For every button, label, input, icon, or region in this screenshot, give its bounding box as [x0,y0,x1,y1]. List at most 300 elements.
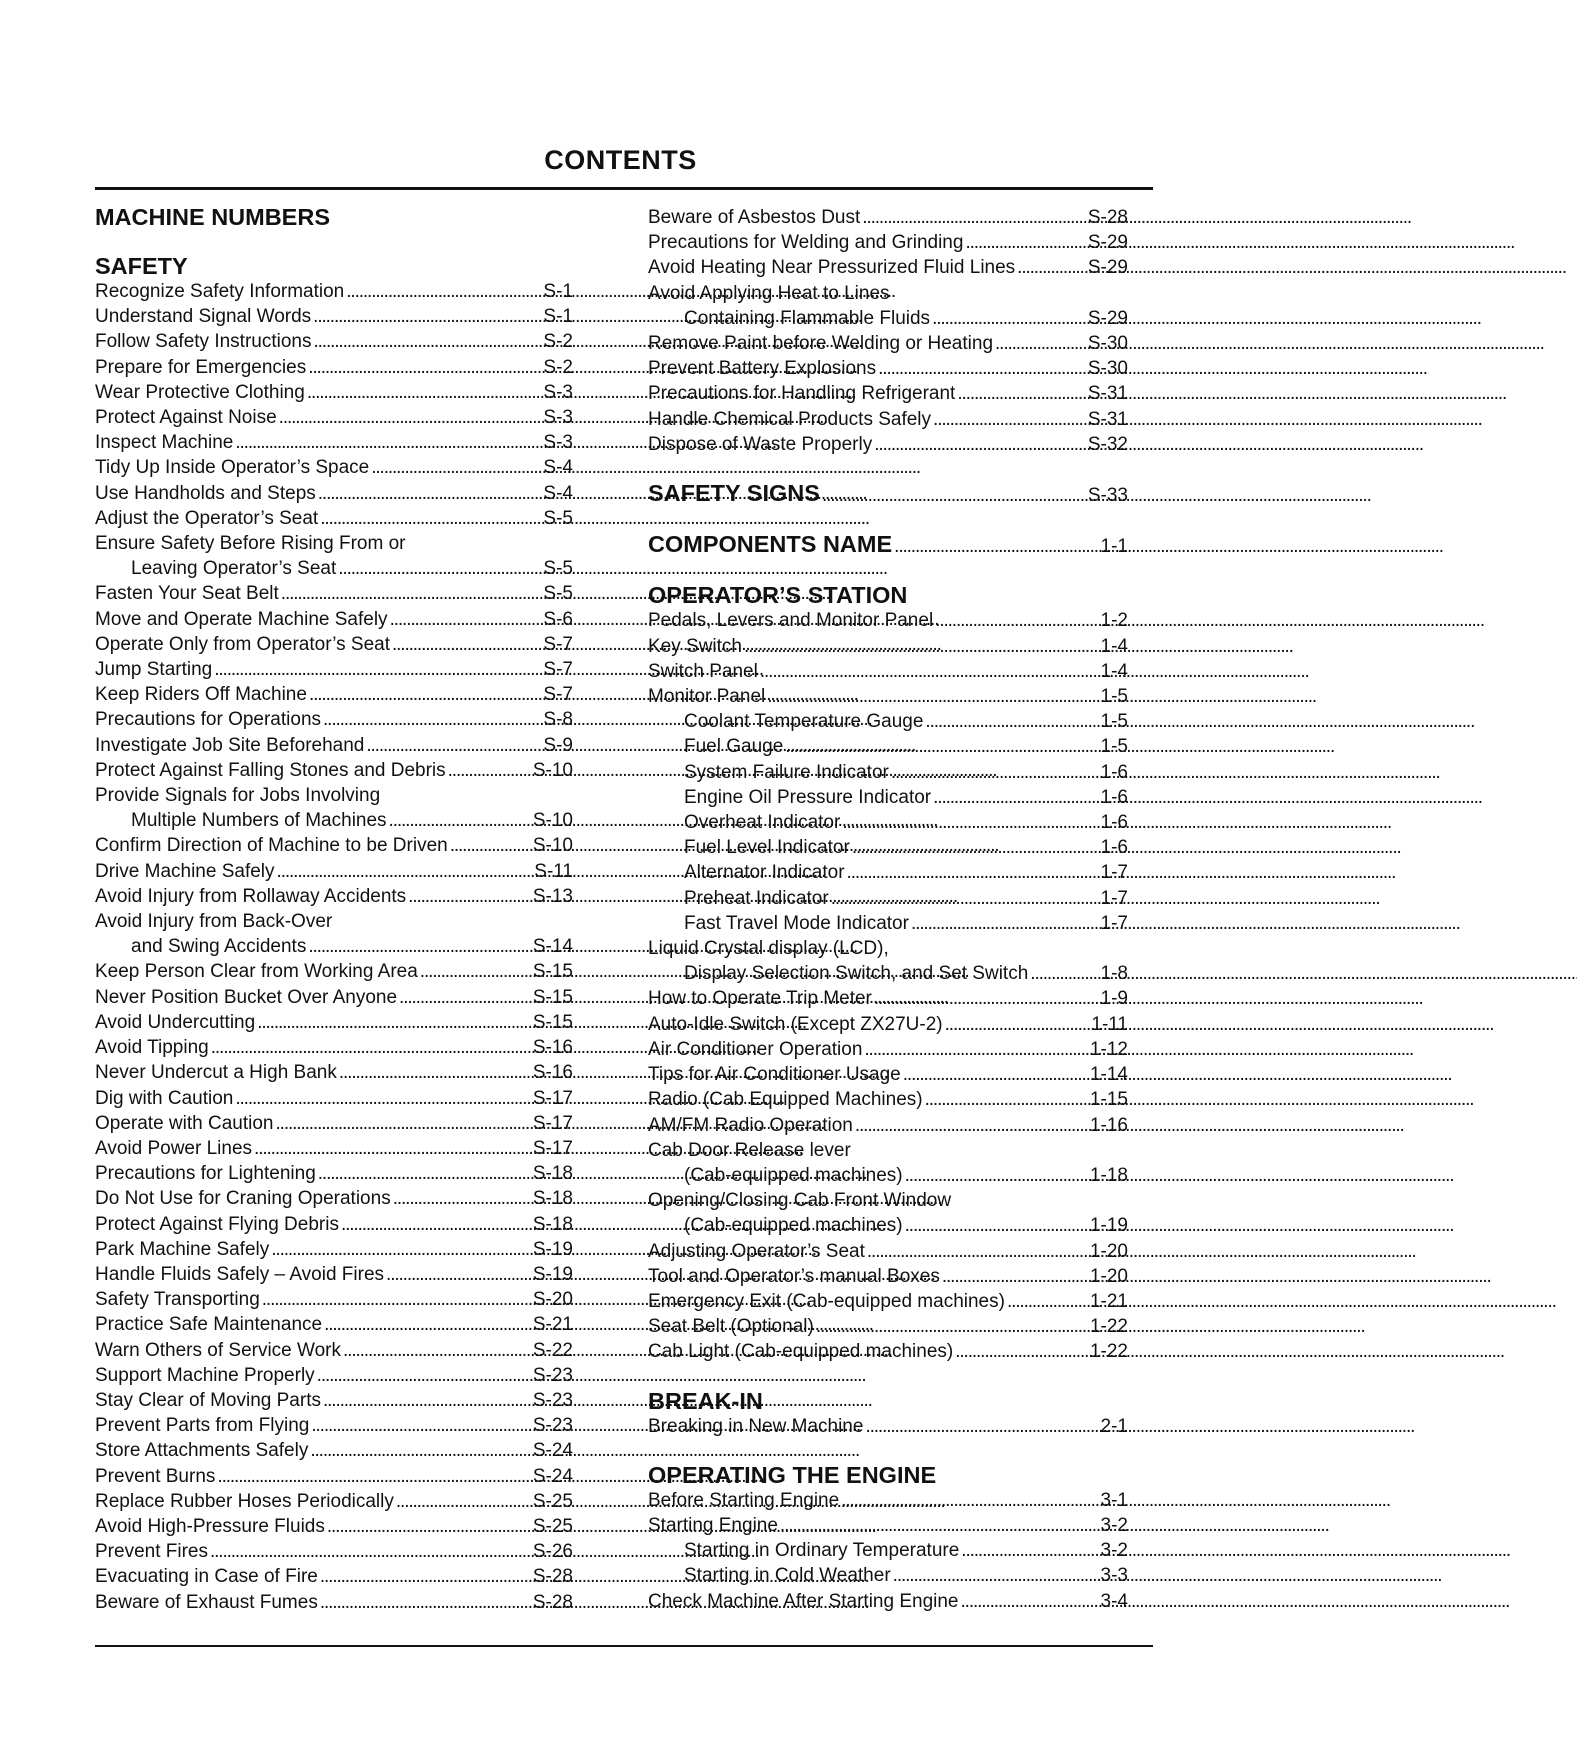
dot-leader [343,1338,531,1363]
entry-title: COMPONENTS NAME [648,531,893,558]
toc-entry[interactable] [95,1413,573,1438]
toc-entry[interactable] [648,230,1128,255]
entry-title: Avoid Power Lines [95,1137,253,1159]
entry-title: Prevent Parts from Flying [95,1415,310,1437]
entry-page: S-3 [543,407,573,429]
dot-leader [1007,1289,1088,1314]
entry-title: Dig with Caution [95,1087,234,1109]
entry-page: S-13 [532,885,573,907]
entry-page: S-3 [543,432,573,454]
dot-leader [366,733,541,758]
dot-leader [874,432,1086,457]
entry-title: Avoid Injury from Back-Over [95,911,333,933]
toc-entry[interactable] [95,1539,573,1564]
toc-entry[interactable] [648,432,1128,457]
entry-title: Precautions for Operations [95,709,322,731]
toc-entry[interactable] [648,1037,1128,1062]
entry-title: Liquid Crystal display (LCD), [648,938,889,960]
entry-page: 1-22 [1089,1316,1128,1338]
entry-title: Jump Starting [95,659,213,681]
dot-leader [450,833,531,858]
toc-entry[interactable] [95,279,573,304]
entry-page: 3-2 [1100,1514,1128,1536]
entry-page: S-28 [532,1566,573,1588]
dot-leader [847,860,1099,885]
dot-leader [320,506,541,531]
dot-leader [341,1212,531,1237]
entry-page: 1-9 [1100,988,1128,1010]
toc-entry[interactable] [95,1237,573,1262]
entry-page: S-3 [543,381,573,403]
toc-entry[interactable] [648,306,1128,331]
dot-leader [276,1111,531,1136]
toc-entry[interactable] [95,1489,573,1514]
toc-entry[interactable] [95,1438,573,1463]
entry-page: 1-19 [1089,1215,1128,1237]
entry-title: Protect Against Noise [95,407,277,429]
entry-title: AM/FM Radio Operation [648,1114,853,1136]
toc-entry[interactable] [648,709,1128,734]
entry-title: Before Starting Engine [648,1489,840,1511]
dot-leader [862,205,1086,230]
entry-title: Tips for Air Conditioner Usage [648,1064,901,1086]
toc-entry[interactable] [95,1363,573,1388]
entry-title: Store Attachments Safely [95,1440,309,1462]
entry-title: Emergency Exit (Cab-equipped machines) [648,1290,1005,1312]
section-break-in: BREAK-IN [648,1387,763,1414]
entry-page: S-23 [532,1389,573,1411]
toc-entry[interactable] [648,1289,1128,1314]
dot-leader [855,1113,1088,1138]
dot-leader [767,684,1098,709]
toc-entry[interactable] [648,734,1128,759]
entry-title: Avoid Tipping [95,1037,209,1059]
entry-page: S-1 [543,281,573,302]
entry-title: Operate with Caution [95,1112,274,1134]
toc-entry[interactable] [95,985,573,1010]
toc-entry[interactable] [648,1589,1128,1614]
dot-leader [935,608,1098,633]
toc-entry[interactable] [95,581,573,606]
entry-page: S-25 [532,1515,573,1537]
toc-entry[interactable] [95,1514,573,1539]
toc-entry[interactable] [648,1012,1128,1037]
entry-page: S-20 [532,1289,573,1311]
toc-entry [648,281,1128,306]
entry-page: S-4 [543,457,573,479]
entry-page: S-24 [532,1440,573,1462]
entry-title: Stay Clear of Moving Parts [95,1389,321,1411]
toc-entry[interactable] [648,1513,1128,1538]
toc-entry[interactable] [95,1590,573,1615]
entry-page: S-2 [543,356,573,378]
toc-entry[interactable] [95,329,573,354]
toc-entry[interactable] [95,556,573,581]
entry-page: S-33 [1087,485,1128,507]
entry-page: 1-6 [1100,786,1128,808]
entry-title: Investigate Job Site Beforehand [95,734,365,756]
toc-entry[interactable] [95,1287,573,1312]
dot-leader [852,835,1099,860]
toc-entry[interactable] [95,833,573,858]
entry-title: Dispose of Waste Properly [648,433,873,455]
dot-leader [262,1287,531,1312]
entry-page: 1-5 [1100,686,1128,708]
entry-page: S-21 [532,1314,573,1336]
entry-page: 1-15 [1089,1089,1128,1111]
toc-entry[interactable] [95,380,573,405]
toc-entry[interactable] [95,1564,573,1589]
dot-leader [903,1062,1088,1087]
entry-title: Avoid Applying Heat to Lines [648,282,890,304]
toc-entry[interactable] [648,835,1128,860]
toc-entry[interactable] [95,808,573,833]
toc-entry[interactable] [95,758,573,783]
entry-page: S-1 [543,306,573,328]
entry-page: S-15 [532,961,573,983]
section-operators-station: OPERATOR’S STATION [648,582,908,609]
entry-title: Protect Against Falling Stones and Debris [95,759,446,781]
toc-entry[interactable] [95,959,573,984]
dot-leader [925,1087,1088,1112]
dot-leader [318,481,542,506]
entry-title: Prevent Burns [95,1465,216,1487]
entry-title: Keep Riders Off Machine [95,684,307,706]
entry-title: Multiple Numbers of Machines [131,810,387,832]
entry-title: Understand Signal Words [95,306,312,328]
entry-page: S-17 [532,1087,573,1109]
entry-title: Never Position Bucket Over Anyone [95,986,398,1008]
entry-page: 1-5 [1100,711,1128,733]
entry-title: SAFETY SIGNS [648,480,820,507]
entry-page: S-7 [543,633,573,655]
entry-title: Do Not Use for Craning Operations [95,1188,391,1210]
dot-leader [271,1237,531,1262]
entry-page: 1-11 [1091,1013,1128,1035]
dot-leader [323,1388,531,1413]
break-in-list [648,1414,1128,1439]
toc-entry[interactable] [95,1111,573,1136]
toc-entry[interactable] [648,860,1128,885]
toc-entry[interactable] [95,884,573,909]
entry-title: Prevent Fires [95,1541,208,1563]
entry-title: Keep Person Clear from Working Area [95,961,418,983]
toc-entry[interactable] [648,760,1128,785]
entry-title: (Cab-equipped machines) [684,1164,903,1186]
dot-leader [392,632,541,657]
toc-entry[interactable] [95,1312,573,1337]
entry-page: 1-7 [1100,912,1128,934]
entry-page: 3-4 [1100,1590,1128,1612]
toc-entry[interactable] [95,430,573,455]
dot-leader [308,934,531,959]
entry-title: Prevent Battery Explosions [648,358,877,380]
entry-title: Park Machine Safely [95,1238,270,1260]
dot-leader [942,1264,1088,1289]
toc-entry[interactable] [648,911,1128,936]
entry-title: Radio (Cab Equipped Machines) [648,1089,923,1111]
toc-entry[interactable] [648,1113,1128,1138]
dot-leader [955,1339,1088,1364]
entry-page: S-28 [1087,207,1128,228]
entry-page: 1-8 [1100,963,1128,985]
entry-page: 1-2 [1100,610,1128,632]
right-column [648,205,1128,1614]
toc-entry[interactable] [648,1087,1128,1112]
toc-entry[interactable] [648,255,1128,280]
entry-title: Opening/Closing Cab Front Window [648,1190,952,1212]
toc-entry[interactable] [648,1314,1128,1339]
entry-title: Use Handholds and Steps [95,482,316,504]
toc-entry [95,909,573,934]
dot-leader [277,859,533,884]
entry-title: Seat Belt (Optional) [648,1316,814,1338]
toc-entry[interactable] [95,1086,573,1111]
toc-entry [648,1188,1128,1213]
entry-title: Containing Flammable Fluids [684,307,931,329]
entry-page: 1-21 [1089,1290,1128,1312]
toc-entry[interactable] [648,608,1128,633]
dot-leader [214,657,541,682]
toc-entry[interactable] [648,381,1128,406]
dot-leader [396,1489,531,1514]
entry-title: and Swing Accidents [131,936,307,958]
entry-page: S-18 [532,1213,573,1235]
toc-entry[interactable] [648,1264,1128,1289]
toc-entry[interactable] [95,1161,573,1186]
entry-page: S-11 [534,860,573,882]
dot-leader [831,886,1099,911]
entry-title: Avoid Heating Near Pressurized Fluid Lines [648,257,1016,279]
toc-entry[interactable] [648,331,1128,356]
toc-entry-components-name[interactable] [648,532,1128,559]
entry-title: Tool and Operator’s manual Boxes [648,1265,940,1287]
entry-title: Starting in Ordinary Temperature [684,1540,960,1562]
entry-title: Breaking in New Machine [648,1415,864,1437]
entry-page: S-28 [532,1591,573,1613]
toc-entry[interactable] [648,1538,1128,1563]
entry-title: Never Undercut a High Bank [95,1062,337,1084]
toc-entry[interactable] [648,634,1128,659]
section-machine-numbers: MACHINE NUMBERS [95,204,330,230]
entry-title: Protect Against Flying Debris [95,1213,339,1235]
entry-page: S-7 [543,684,573,706]
toc-entry[interactable] [648,1163,1128,1188]
toc-entry[interactable] [95,1212,573,1237]
dot-leader [309,682,541,707]
dot-leader [957,381,1086,406]
dot-leader [320,1564,531,1589]
toc-entry[interactable] [648,684,1128,709]
entry-title: Handle Chemical Products Safely [648,408,932,430]
dot-leader [393,1186,531,1211]
entry-page: S-16 [532,1062,573,1084]
entry-page: 3-1 [1100,1489,1128,1511]
dot-leader [281,581,542,606]
entry-title: Alternator Indicator [684,862,845,884]
dot-leader [785,734,1098,759]
entry-page: S-30 [1087,333,1128,355]
entry-title: Avoid High-Pressure Fluids [95,1515,325,1537]
dot-leader [878,356,1086,381]
entry-page: S-15 [532,1011,573,1033]
toc-entry[interactable] [95,1338,573,1363]
entry-title: Switch Panel [648,660,758,682]
entry-title: Recognize Safety Information [95,281,345,302]
entry-title: Drive Machine Safely [95,860,275,882]
toc-entry[interactable] [95,455,573,480]
entry-title: Air Conditioner Operation [648,1038,863,1060]
entry-page: 1-22 [1089,1341,1128,1363]
dot-leader [995,331,1086,356]
toc-entry[interactable] [648,407,1128,432]
toc-entry[interactable] [95,1035,573,1060]
toc-entry[interactable] [648,886,1128,911]
toc-entry[interactable] [95,657,573,682]
entry-page: 1-6 [1100,812,1128,834]
entry-page: S-23 [532,1415,573,1437]
toc-entry[interactable] [95,1136,573,1161]
entry-page: S-18 [532,1163,573,1185]
toc-entry[interactable] [95,1060,573,1085]
dot-leader [338,556,541,581]
dot-leader [408,884,531,909]
entry-title: Pedals, Levers and Monitor Panel [648,610,934,632]
toc-entry[interactable] [648,1414,1128,1439]
bottom-rule [95,1645,1153,1647]
dot-leader [865,1414,1098,1439]
toc-entry[interactable] [95,1186,573,1211]
left-column [95,205,573,1615]
toc-entry[interactable] [95,682,573,707]
entry-title: Confirm Direction of Machine to be Driven [95,835,448,857]
dot-leader [279,405,542,430]
entry-title: Monitor Panel [648,686,766,708]
entry-page: 1-14 [1089,1064,1128,1086]
dot-leader [371,455,541,480]
toc-entry[interactable] [95,506,573,531]
dot-leader [816,1314,1088,1339]
dot-leader [911,911,1099,936]
entry-page: 3-2 [1100,1540,1128,1562]
toc-entry[interactable] [95,1464,573,1489]
entry-page: S-18 [532,1188,573,1210]
dot-leader [1030,961,1098,986]
entry-title: Engine Oil Pressure Indicator [684,786,932,808]
entry-title: Handle Fluids Safely – Avoid Fires [95,1263,385,1285]
entry-page: S-19 [532,1263,573,1285]
toc-entry[interactable] [648,356,1128,381]
toc-entry[interactable] [648,1563,1128,1588]
toc-entry[interactable] [648,1213,1128,1238]
toc-entry[interactable] [648,785,1128,810]
entry-page: S-31 [1087,383,1128,405]
dot-leader [842,810,1098,835]
dot-leader [925,709,1098,734]
entry-page: 1-12 [1089,1038,1128,1060]
entry-title: Provide Signals for Jobs Involving [95,785,381,807]
toc-entry[interactable] [95,355,573,380]
entry-page: S-5 [543,507,573,529]
toc-entry [95,531,573,556]
dot-leader [961,1589,1099,1614]
entry-page: S-8 [543,709,573,731]
toc-entry[interactable] [95,1010,573,1035]
entry-page: 1-20 [1089,1265,1128,1287]
entry-title: Tidy Up Inside Operator’s Space [95,457,370,479]
entry-page: S-9 [543,734,573,756]
toc-entry[interactable] [95,859,573,884]
dot-leader [308,355,541,380]
entry-page: 1-7 [1100,887,1128,909]
entry-title: Starting in Cold Weather [684,1565,891,1587]
entry-page: S-4 [543,482,573,504]
dot-leader [390,607,542,632]
toc-entry-safety-signs[interactable] [648,481,1128,508]
dot-leader [841,1488,1098,1513]
toc-entry[interactable] [648,810,1128,835]
toc-entry[interactable] [95,934,573,959]
toc-entry[interactable] [648,1488,1128,1513]
top-rule [95,187,1153,190]
entry-page: S-29 [1087,257,1128,279]
toc-entry[interactable] [648,1062,1128,1087]
dot-leader [327,1514,531,1539]
toc-entry[interactable] [648,1239,1128,1264]
dot-leader [310,1438,531,1463]
dot-leader [933,407,1086,432]
entry-title: Cab Light (Cab-equipped machines) [648,1341,954,1363]
engine-list [648,1488,1128,1614]
entry-page: S-15 [532,986,573,1008]
toc-entry[interactable] [95,405,573,430]
entry-title: (Cab-equipped machines) [684,1215,903,1237]
entry-page: 3-3 [1100,1565,1128,1587]
toc-entry[interactable] [95,304,573,329]
section-operating-engine: OPERATING THE ENGINE [648,1461,937,1488]
toc-entry[interactable] [648,986,1128,1011]
dot-leader [339,1060,531,1085]
entry-page: 1-18 [1089,1164,1128,1186]
toc-entry[interactable] [95,707,573,732]
toc-entry[interactable] [648,659,1128,684]
entry-title: Fast Travel Mode Indicator [684,912,909,934]
entry-title: Evacuating in Case of Fire [95,1566,318,1588]
dot-leader [780,1513,1099,1538]
toc-entry[interactable] [95,1262,573,1287]
toc-entry[interactable] [648,961,1128,986]
dot-leader [945,1012,1090,1037]
toc-entry[interactable] [95,632,573,657]
dot-leader [448,758,531,783]
dot-leader [894,534,1098,559]
entry-page: S-16 [532,1037,573,1059]
entry-title: Remove Paint before Welding or Heating [648,333,994,355]
toc-entry[interactable] [95,481,573,506]
dot-leader [235,430,541,455]
entry-page: S-25 [532,1490,573,1512]
toc-entry[interactable] [95,1388,573,1413]
dot-leader [965,230,1085,255]
dot-leader [864,1037,1088,1062]
entry-title: Coolant Temperature Gauge [684,711,924,733]
dot-leader [318,1161,531,1186]
entry-page: S-7 [543,659,573,681]
toc-entry[interactable] [648,1339,1128,1364]
toc-entry[interactable] [648,205,1128,230]
toc-entry[interactable] [95,607,573,632]
toc-entry[interactable] [95,733,573,758]
